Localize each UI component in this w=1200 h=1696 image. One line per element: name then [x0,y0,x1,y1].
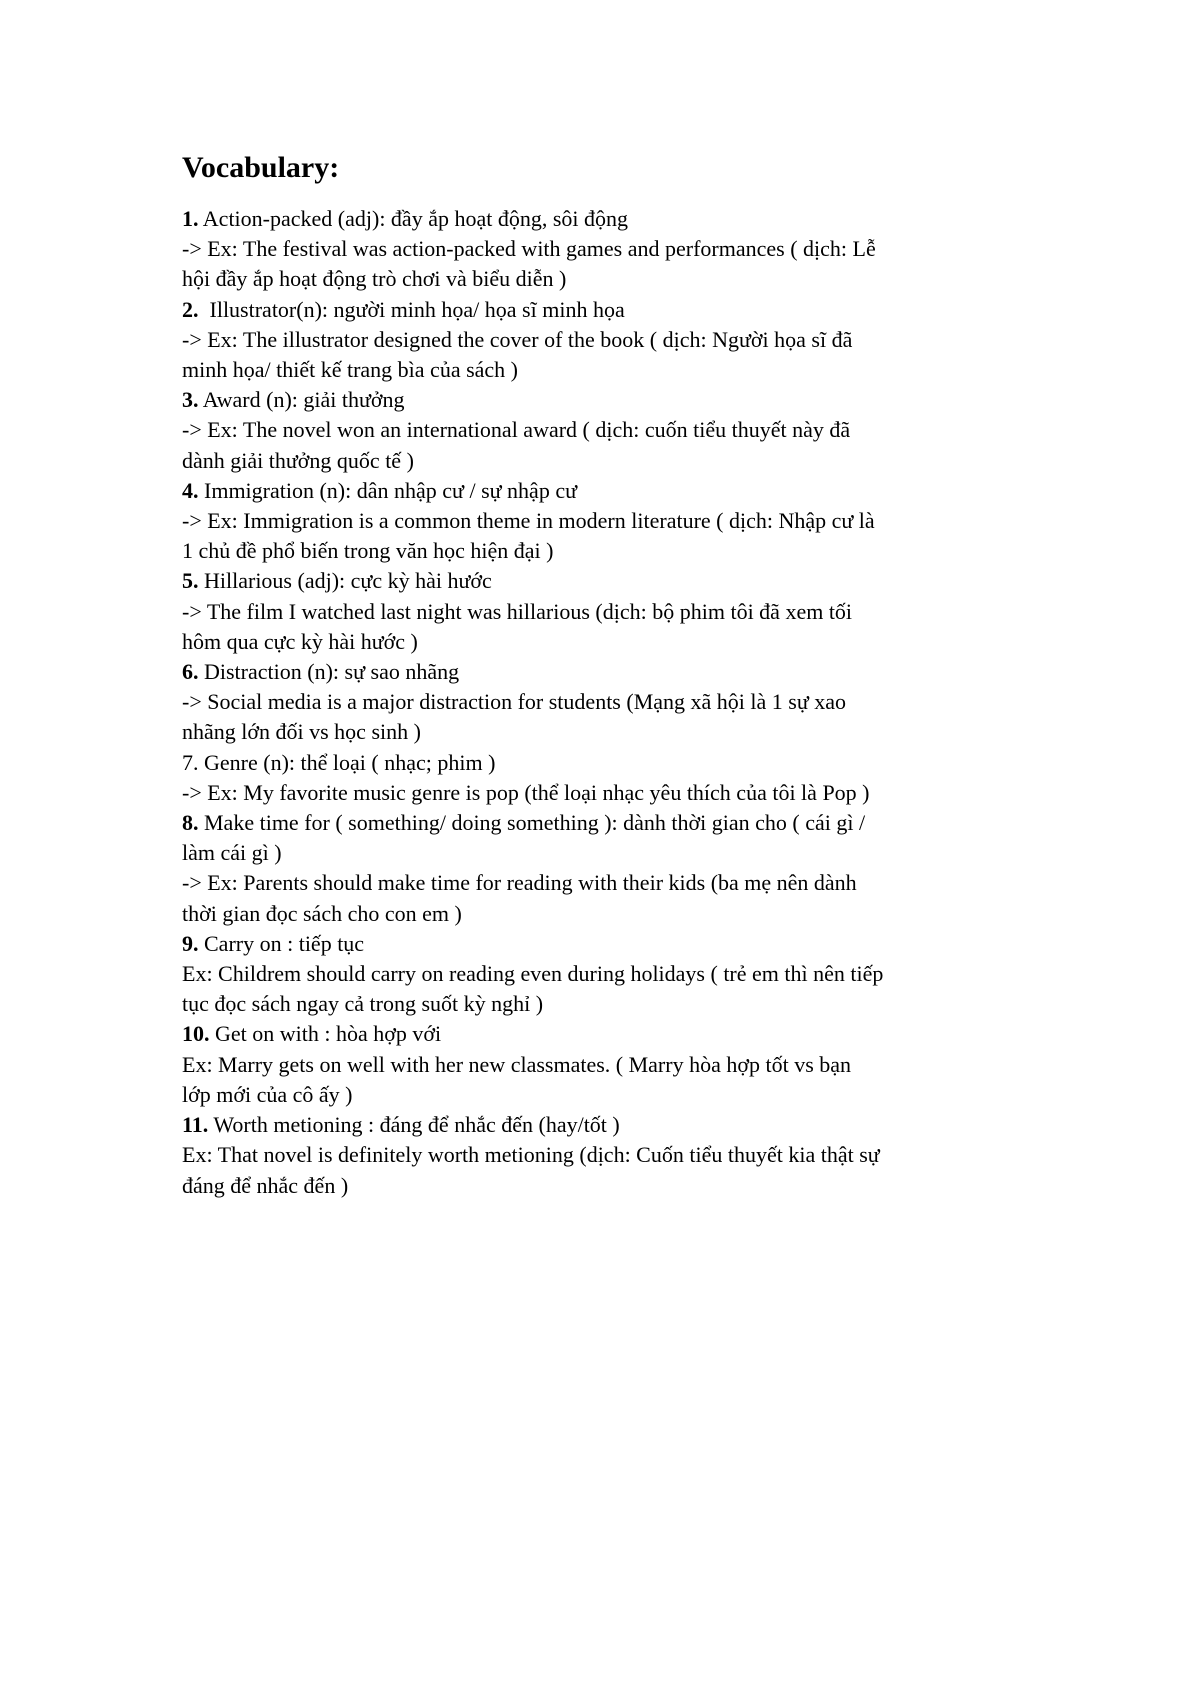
vocab-term-line [182,808,1062,838]
vocab-term-line [182,295,1062,325]
vocab-term-line [182,566,1062,596]
vocab-example-line: Ex: Childrem should carry on reading even during holidays ( trẻ em thì nên tiếp [182,961,884,987]
vocab-number: 5. [182,568,199,594]
vocab-example-line: Ex: That novel is definitely worth metioning (dịch: Cuốn tiểu thuyết kia thật sự [182,1142,880,1168]
document-page [182,150,1062,1201]
vocab-example-line: 1 chủ đề phổ biến trong văn học hiện đại ) [182,538,554,564]
vocab-number: 7. [182,749,199,775]
vocabulary-list [182,204,1062,1201]
vocab-example-line: -> Social media is a major distraction for students (Mạng xã hội là 1 sự xao [182,689,847,715]
vocab-number: 9. [182,930,199,956]
vocab-term: làm cái gì ) [182,840,282,866]
vocab-term: Distraction (n): sự sao nhãng [198,659,460,685]
vocab-example-line: hôm qua cực kỳ hài hước ) [182,628,418,654]
vocab-term-line [182,204,1062,234]
vocab-term-line [182,657,1062,687]
vocab-example-line: hội đầy ắp hoạt động trò chơi và biểu diễn ) [182,266,567,292]
vocab-term-line [182,929,1062,959]
vocab-term: Carry on : tiếp tục [198,930,365,956]
page-title: Vocabulary: [182,151,340,184]
vocab-example-line: -> Ex: Immigration is a common theme in modern literature ( dịch: Nhập cư là [182,508,875,534]
vocab-number: 6. [182,659,199,685]
vocab-term-line [182,1110,1062,1140]
vocab-term: Hillarious (adj): cực kỳ hài hước [198,568,492,594]
vocab-example-line: tục đọc sách ngay cả trong suốt kỳ nghỉ ) [182,991,544,1017]
vocab-number: 3. [182,387,199,413]
vocab-number: 11. [182,1112,209,1138]
vocab-term: Action-packed (adj): đầy ắp hoạt động, sôi động [198,206,629,231]
vocab-term: Illustrator(n): người minh họa/ họa sĩ minh họa [198,296,625,322]
vocab-term-line [182,748,1062,778]
vocab-number: 4. [182,477,199,503]
vocab-term-line [182,838,1062,868]
vocab-number: 8. [182,810,199,836]
vocab-example-line: Ex: Marry gets on well with her new classmates. ( Marry hòa hợp tốt vs bạn [182,1051,852,1077]
vocab-term-line [182,476,1062,506]
vocab-example-line: -> Ex: The festival was action-packed with games and performances ( dịch: Lễ [182,236,876,262]
vocab-example-line: -> Ex: Parents should make time for reading with their kids (ba mẹ nên dành [182,870,857,896]
vocab-example-line: -> Ex: My favorite music genre is pop (thể loại nhạc yêu thích của tôi là Pop ) [182,779,870,805]
vocab-example-line: đáng để nhắc đến ) [182,1172,349,1198]
vocab-example-line: -> Ex: The illustrator designed the cover of the book ( dịch: Người họa sĩ đã [182,326,853,352]
vocab-example-line: -> Ex: The novel won an international award ( dịch: cuốn tiểu thuyết này đã [182,417,851,443]
vocab-term: Worth metioning : đáng để nhắc đến (hay/tốt ) [208,1112,620,1138]
vocab-number: 1. [182,206,199,231]
vocab-term: Get on with : hòa hợp với [209,1021,442,1047]
vocab-term-line [182,385,1062,415]
vocab-term-line [182,1019,1062,1049]
vocab-term: Award (n): giải thưởng [198,387,405,413]
vocab-example-line: thời gian đọc sách cho con em ) [182,900,462,926]
vocab-number: 10. [182,1021,210,1047]
vocab-example-line: dành giải thưởng quốc tế ) [182,447,414,473]
vocab-example-line: minh họa/ thiết kế trang bìa của sách ) [182,357,518,383]
vocab-example-line: -> The film I watched last night was hillarious (dịch: bộ phim tôi đã xem tối [182,598,853,624]
vocab-term: Genre (n): thể loại ( nhạc; phim ) [198,749,496,775]
vocab-term: Immigration (n): dân nhập cư / sự nhập cư [198,477,578,503]
vocab-term: Make time for ( something/ doing something ): dành thời gian cho ( cái gì / [198,810,866,836]
vocab-example-line: nhãng lớn đối vs học sinh ) [182,719,421,745]
vocab-example-line: lớp mới của cô ấy ) [182,1081,353,1107]
vocab-number: 2. [182,296,199,322]
